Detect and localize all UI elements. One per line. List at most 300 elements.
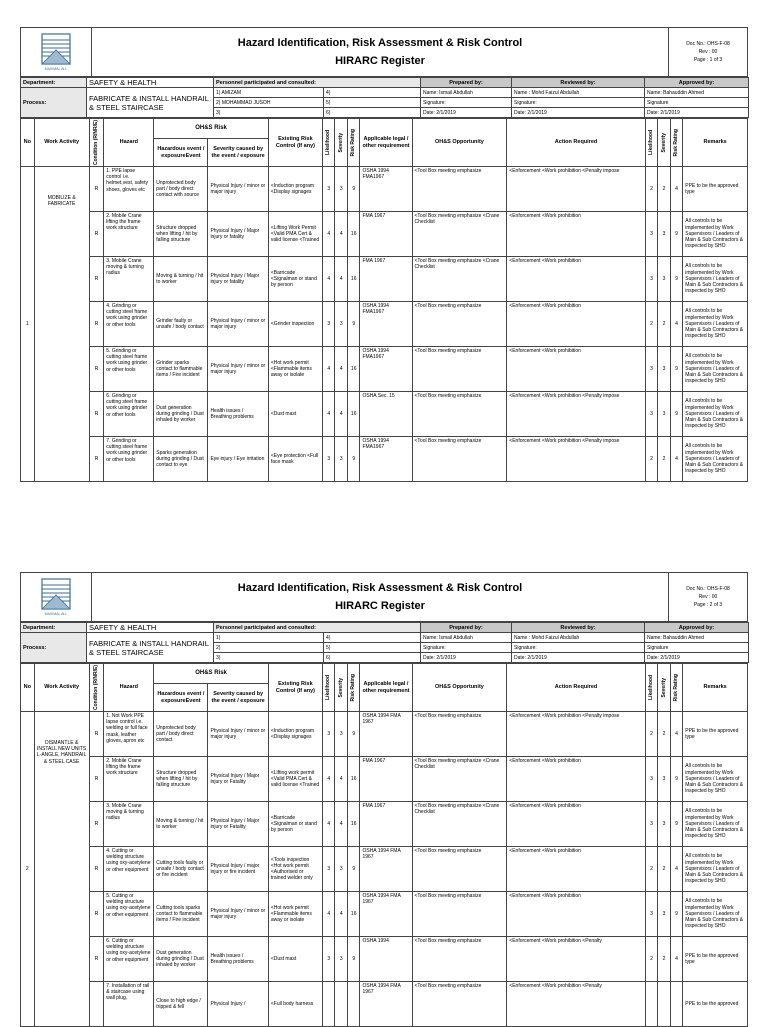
reviewed-name: Name : Mohd Faizul Abdullah	[512, 88, 645, 98]
hazardous-event: Close to high edge / tripped & fell	[154, 982, 208, 1027]
action-required: <Enforcement <Work prohibition <Penalty	[507, 982, 646, 1027]
existing-control: <Hot work permit <Flammable items away or isolate	[268, 347, 322, 392]
risk-row	[21, 392, 748, 437]
document-info	[669, 573, 748, 622]
risk-row	[21, 437, 748, 482]
doc-number: Doc No.: OHS-F-08	[686, 41, 730, 47]
severity-caused: Physical Injury / minor or major injury	[208, 712, 268, 757]
risk-rating: 9	[347, 302, 359, 347]
legal-requirement: OSHA 1994 FMA1967	[360, 167, 412, 212]
hazard: 7. Grinding or cutting steel frame work using grinder or other tools	[104, 437, 154, 482]
hazard: 5. Cutting or welding structure using oxy-acetylene or other equipment	[104, 892, 154, 937]
department-label: Department:	[21, 78, 87, 88]
hazard: 5. Grinding or cutting steel frame work using grinder or other tools	[104, 347, 154, 392]
likelihood: 4	[323, 257, 335, 302]
condition: R	[89, 392, 104, 437]
remarks: PPE to be the approved type	[683, 167, 748, 212]
risk-header-row	[21, 664, 748, 684]
personnel-header: Personnel participated and consulted:	[214, 623, 421, 633]
existing-control: <Tools inspection <Hot work permit <Authorised or trained welder only	[268, 847, 322, 892]
likelihood-residual: 3	[645, 892, 657, 937]
document-title: Hazard Identification, Risk Assessment & Risk Control	[237, 582, 523, 594]
hazardous-event: Dust generation during grinding / Dust inhaled by worker	[154, 937, 208, 982]
department-value: SAFETY & HEALTH	[87, 623, 214, 633]
severity-caused: Physical Injury / minor or major injury	[208, 302, 268, 347]
ohs-opportunity: <Tool Box meeting emphasize	[412, 167, 507, 212]
likelihood: 3	[323, 167, 335, 212]
existing-control: <Eye protection <Full face mask	[268, 437, 322, 482]
register-title: HIRARC Register	[335, 55, 425, 67]
remarks: PPE to be the approved	[683, 982, 748, 1027]
personnel-4: 4)	[324, 88, 421, 98]
likelihood: 4	[323, 757, 335, 802]
likelihood: 4	[323, 392, 335, 437]
remarks: All controls to be implemented by Work Supervisors / Leaders of Main & Sub Contractors & inspected by SHO	[683, 847, 748, 892]
hazardous-event: Dust generation during grinding / Dust inhaled by worker	[154, 392, 208, 437]
severity-residual: 3	[658, 802, 670, 847]
hazard: 4. Cutting or welding structure using oxy-acetylene or other equipment	[104, 847, 154, 892]
col-rating-2: Risk Rating	[670, 119, 682, 167]
hazardous-event: Cutting tools faulty or unsafe / body contact or fire incident	[154, 847, 208, 892]
remarks: All controls to be implemented by Work Supervisors / Leaders of Main & Sub Contractors & inspected by SHO	[683, 212, 748, 257]
legal-requirement: OSHA 1994 FMA 1967	[360, 892, 412, 937]
severity-caused: Physical Injury / major injury or fire incident	[208, 847, 268, 892]
risk-rating-residual: 9	[670, 892, 682, 937]
severity-caused: Physical Injury / Major injury or Fatality	[208, 757, 268, 802]
severity: 3	[335, 847, 347, 892]
col-activity: Work Activity	[34, 664, 89, 712]
existing-control: <Lifting work permit <Valid PMA Cert & valid license <Trained	[268, 757, 322, 802]
col-existing: Existing Risk Control (If any)	[268, 119, 322, 167]
severity: 3	[335, 712, 347, 757]
col-rating-2: Risk Rating	[670, 664, 682, 712]
ohs-opportunity: <Tool Box meeting emphasize	[412, 982, 507, 1027]
risk-row	[21, 757, 748, 802]
sheet-header	[20, 27, 748, 77]
remarks: All controls to be implemented by Work Supervisors / Leaders of Main & Sub Contractors & inspected by SHO	[683, 437, 748, 482]
process-value: FABRICATE & INSTALL HANDRAIL & STEEL STAIRCASE	[87, 633, 214, 663]
prepared-signature: Signature:	[421, 98, 512, 108]
risk-rating	[347, 982, 359, 1027]
hazard: 6. Cutting or welding structure using oxy-acetylene or other equipment	[104, 937, 154, 982]
ohs-opportunity: <Tool Box meeting emphasize	[412, 392, 507, 437]
ohs-opportunity: <Tool Box meeting emphasize	[412, 892, 507, 937]
document-title: Hazard Identification, Risk Assessment & Risk Control	[237, 37, 523, 49]
risk-rating-residual: 4	[670, 847, 682, 892]
reviewed-header: Reviewed by:	[512, 78, 645, 88]
ohs-opportunity: <Tool Box meeting emphasize	[412, 437, 507, 482]
hazardous-event: Moving & turning / hit to worker	[154, 802, 208, 847]
legal-requirement: OSHA Sec. 15	[360, 392, 412, 437]
severity-residual: 3	[658, 257, 670, 302]
col-existing: Existing Risk Control (If any)	[268, 664, 322, 712]
condition: R	[89, 802, 104, 847]
likelihood-residual: 3	[645, 347, 657, 392]
register-title: HIRARC Register	[335, 600, 425, 612]
sheet-title	[92, 28, 669, 77]
remarks: All controls to be implemented by Work Supervisors / Leaders of Main & Sub Contractors & inspected by SHO	[683, 802, 748, 847]
action-required: <Enforcement <Work prohibition	[507, 302, 646, 347]
action-required: <Enforcement <Work prohibition <Penalty impose	[507, 712, 646, 757]
company-logo	[21, 28, 92, 77]
legal-requirement: OSHA 1994 FMA 1967	[360, 847, 412, 892]
severity-residual: 2	[658, 167, 670, 212]
col-severity: Severity	[335, 664, 347, 712]
likelihood: 4	[323, 212, 335, 257]
col-legal: Applicable legal / other requirement	[360, 664, 412, 712]
severity: 3	[335, 437, 347, 482]
severity-caused: Physical Injury / Major injury or fatality	[208, 257, 268, 302]
likelihood-residual: 3	[645, 212, 657, 257]
existing-control: <Barricade <Signalman or stand by person	[268, 257, 322, 302]
severity-residual: 3	[658, 892, 670, 937]
activity-number: 1	[21, 167, 35, 482]
severity-caused: Physical Injury / minor or major injury	[208, 892, 268, 937]
personnel-1: 1)	[214, 633, 324, 643]
col-severity: Severity	[335, 119, 347, 167]
col-opportunity: OH&S Opportunity	[412, 119, 507, 167]
likelihood-residual: 2	[645, 937, 657, 982]
remarks: All controls to be implemented by Work Supervisors / Leaders of Main & Sub Contractors & inspected by SHO	[683, 302, 748, 347]
likelihood: 3	[323, 437, 335, 482]
action-required: <Enforcement <Work prohibition	[507, 257, 646, 302]
prepared-name: Name: Ismail Abdullah	[421, 88, 512, 98]
personnel-1: 1) AMIZAM	[214, 88, 324, 98]
process-label: Process:	[21, 633, 87, 663]
svg-text:MAXIMAL ALL: MAXIMAL ALL	[44, 612, 68, 616]
hirarc-sheet-page-2	[20, 572, 748, 1027]
severity-residual: 2	[658, 712, 670, 757]
existing-control: <Induction program <Display signages	[268, 712, 322, 757]
existing-control: <Lifting Work Permit <Valid PMA Cert & valid license <Trained	[268, 212, 322, 257]
reviewed-header: Reviewed by:	[512, 623, 645, 633]
approved-signature: Signature	[645, 98, 749, 108]
col-rating: Risk Rating	[347, 664, 359, 712]
risk-row	[21, 712, 748, 757]
col-remarks: Remarks	[683, 664, 748, 712]
existing-control: <Full body harness	[268, 982, 322, 1027]
severity-caused: Eye injury / Eye irritation	[208, 437, 268, 482]
ohs-opportunity: <Tool Box meeting emphasize	[412, 847, 507, 892]
personnel-3: 3)	[214, 653, 324, 663]
likelihood: 4	[323, 802, 335, 847]
risk-rating-residual: 4	[670, 937, 682, 982]
action-required: <Enforcement <Work prohibition	[507, 892, 646, 937]
action-required: <Enforcement <Work prohibition <Penalty	[507, 937, 646, 982]
col-likelihood-2: Likelihood	[645, 119, 657, 167]
legal-requirement: FMA 1967	[360, 257, 412, 302]
prepared-name: Name: Ismail Abdullah	[421, 633, 512, 643]
risk-rating-residual: 9	[670, 392, 682, 437]
reviewed-name: Name : Mohd Faizul Abdullah	[512, 633, 645, 643]
risk-rating-residual: 9	[670, 347, 682, 392]
sheet-title	[92, 573, 669, 622]
department-value: SAFETY & HEALTH	[87, 78, 214, 88]
risk-rating: 16	[347, 802, 359, 847]
severity-caused: Physical Injury / Major injury or Fatality	[208, 802, 268, 847]
existing-control: <Induction program <Display signages	[268, 167, 322, 212]
severity-caused: Physical Injury /	[208, 982, 268, 1027]
action-required: <Enforcement <Work prohibition <Penalty impose	[507, 392, 646, 437]
hazardous-event: Cutting tools sparks contact to flammable items / Fire incident	[154, 892, 208, 937]
risk-row	[21, 847, 748, 892]
remarks: PPE to be the approved type	[683, 712, 748, 757]
col-severity-caused: Severity caused by the event / exposure	[208, 139, 268, 167]
ohs-opportunity: <Tool Box meeting emphasize <Crane Checklist	[412, 802, 507, 847]
risk-rating: 16	[347, 257, 359, 302]
existing-control: <Hot work permit <Flammable items away or isolate	[268, 892, 322, 937]
severity-residual: 2	[658, 847, 670, 892]
risk-rating-residual: 9	[670, 257, 682, 302]
severity: 4	[335, 347, 347, 392]
existing-control: <Dust mast	[268, 937, 322, 982]
personnel-header: Personnel participated and consulted:	[214, 78, 421, 88]
company-logo-icon	[34, 32, 78, 72]
likelihood-residual: 2	[645, 712, 657, 757]
approved-name: Name: Bahauddin Ahmed	[645, 633, 749, 643]
svg-text:MAXIMAL ALL: MAXIMAL ALL	[44, 67, 68, 71]
risk-rating: 16	[347, 757, 359, 802]
legal-requirement: FMA 1967	[360, 802, 412, 847]
page-number: Page : 2 of 3	[693, 602, 723, 608]
existing-control: <Dust mast	[268, 392, 322, 437]
work-activity: MOBILIZE & FABRICATE	[34, 167, 89, 482]
ohs-opportunity: <Tool Box meeting emphasize	[412, 302, 507, 347]
personnel-6: 6)	[324, 653, 421, 663]
activity-number: 2	[21, 712, 35, 1027]
process-value: FABRICATE & INSTALL HANDRAIL & STEEL STAIRCASE	[87, 88, 214, 118]
existing-control: <Barricade <Signalman or stand by person	[268, 802, 322, 847]
col-opportunity: OH&S Opportunity	[412, 664, 507, 712]
page-number: Page : 1 of 3	[693, 57, 723, 63]
likelihood-residual: 2	[645, 302, 657, 347]
col-ohs-risk: OH&S Risk	[154, 119, 269, 139]
risk-rating-residual: 9	[670, 757, 682, 802]
personnel-2: 2)	[214, 643, 324, 653]
risk-rating: 9	[347, 847, 359, 892]
action-required: <Enforcement <Work prohibition	[507, 212, 646, 257]
likelihood-residual: 3	[645, 392, 657, 437]
col-activity: Work Activity	[34, 119, 89, 167]
hazardous-event: Unprotected body part / body direct contact	[154, 712, 208, 757]
risk-rating: 16	[347, 212, 359, 257]
remarks: PPE to be the approved type	[683, 937, 748, 982]
likelihood-residual: 3	[645, 257, 657, 302]
legal-requirement: FMA 1967	[360, 212, 412, 257]
hazardous-event: Sparks generation during grinding / Dust contact to eye	[154, 437, 208, 482]
risk-rating: 9	[347, 712, 359, 757]
doc-number: Doc No.: OHS-F-08	[686, 586, 730, 592]
severity-residual: 2	[658, 302, 670, 347]
severity: 3	[335, 167, 347, 212]
hazardous-event: Grinder sparks contact to flammable items / Fire incident	[154, 347, 208, 392]
severity: 3	[335, 302, 347, 347]
severity-caused: Health issues / Breathing problems	[208, 392, 268, 437]
risk-row	[21, 212, 748, 257]
document-info	[669, 28, 748, 77]
severity-residual	[658, 982, 670, 1027]
risk-row	[21, 892, 748, 937]
severity-residual: 3	[658, 347, 670, 392]
personnel-5: 5)	[324, 98, 421, 108]
hazardous-event: Unprotected body part / body direct contact with source	[154, 167, 208, 212]
risk-header-row	[21, 119, 748, 139]
ohs-opportunity: <Tool Box meeting emphasize <Crane Checklist	[412, 257, 507, 302]
prepared-header: Prepared by:	[421, 78, 512, 88]
personnel-4: 4)	[324, 633, 421, 643]
likelihood-residual: 2	[645, 437, 657, 482]
legal-requirement: OSHA 1994 FMA1967	[360, 437, 412, 482]
likelihood-residual: 2	[645, 847, 657, 892]
severity-residual: 2	[658, 937, 670, 982]
risk-table	[20, 118, 748, 482]
severity: 4	[335, 212, 347, 257]
hazard: 3. Mobile Crane moving & turning radius	[104, 802, 154, 847]
personnel-2: 2) MOHAMMAD JUSOH	[214, 98, 324, 108]
ohs-opportunity: <Tool Box meeting emphasize	[412, 937, 507, 982]
col-no: No	[21, 119, 35, 167]
col-likelihood: Likelihood	[323, 119, 335, 167]
remarks: All controls to be implemented by Work Supervisors / Leaders of Main & Sub Contractors & inspected by SHO	[683, 392, 748, 437]
col-remarks: Remarks	[683, 119, 748, 167]
action-required: <Enforcement <Work prohibition	[507, 347, 646, 392]
legal-requirement: OSHA 1994 FMA1967	[360, 347, 412, 392]
col-condition: Condition (R/NR/E)	[89, 119, 104, 167]
revision: Rev : 00	[698, 49, 718, 55]
existing-control: <Grinder inspection	[268, 302, 322, 347]
risk-rating-residual: 4	[670, 302, 682, 347]
likelihood: 4	[323, 892, 335, 937]
severity-caused: Physical Injury / minor or major injury	[208, 167, 268, 212]
col-likelihood: Likelihood	[323, 664, 335, 712]
risk-rating-residual: 4	[670, 712, 682, 757]
severity-caused: Physical Injury / minor or major injury	[208, 347, 268, 392]
risk-rating: 16	[347, 892, 359, 937]
company-logo-icon	[34, 577, 78, 617]
risk-row	[21, 937, 748, 982]
col-action: Action Required	[507, 119, 646, 167]
col-rating: Risk Rating	[347, 119, 359, 167]
company-logo	[21, 573, 92, 622]
col-severity-2: Severity	[658, 664, 670, 712]
approved-signature: Signature	[645, 643, 749, 653]
legal-requirement: OSHA 1994	[360, 937, 412, 982]
severity: 4	[335, 757, 347, 802]
severity: 4	[335, 892, 347, 937]
risk-rating: 16	[347, 347, 359, 392]
severity-caused: Physical Injury / Major injury or fatality	[208, 212, 268, 257]
action-required: <Enforcement <Work prohibition <Penalty impose	[507, 167, 646, 212]
risk-row	[21, 257, 748, 302]
hazard: 7. Installation of rail & staircase using wall plug,	[104, 982, 154, 1027]
hazard: 2. Mobile Crane lifting the frame work structure	[104, 757, 154, 802]
hazard: 6. Grinding or cutting steel frame work using grinder or other tools	[104, 392, 154, 437]
risk-row	[21, 982, 748, 1027]
risk-row	[21, 347, 748, 392]
risk-rating: 16	[347, 392, 359, 437]
likelihood-residual: 2	[645, 167, 657, 212]
risk-row	[21, 302, 748, 347]
approved-header: Approved by:	[645, 623, 749, 633]
condition: R	[89, 302, 104, 347]
risk-rating: 9	[347, 167, 359, 212]
hazard: 2. Mobile Crane lifting the frame work structure	[104, 212, 154, 257]
severity-residual: 3	[658, 392, 670, 437]
remarks: All controls to be implemented by Work Supervisors / Leaders of Main & Sub Contractors & inspected by SHO	[683, 757, 748, 802]
likelihood: 3	[323, 937, 335, 982]
legal-requirement: OSHA 1994 FMA1967	[360, 302, 412, 347]
condition: R	[89, 757, 104, 802]
col-severity-caused: Severity caused by the event / exposure	[208, 684, 268, 712]
likelihood-residual	[645, 982, 657, 1027]
col-legal: Applicable legal / other requirement	[360, 119, 412, 167]
hazardous-event: Moving & turning / hit to worker	[154, 257, 208, 302]
col-hazardous-event: Hazardous event / exposureEvent	[154, 139, 208, 167]
prepared-date: Date: 2/1/2019	[421, 653, 512, 663]
severity-residual: 2	[658, 437, 670, 482]
condition: R	[89, 437, 104, 482]
prepared-header: Prepared by:	[421, 623, 512, 633]
approved-date: Date: 2/1/2019	[645, 108, 749, 118]
condition: R	[89, 212, 104, 257]
action-required: <Enforcement <Work prohibition	[507, 847, 646, 892]
severity-residual: 3	[658, 212, 670, 257]
work-activity: DISMANTLE & INSTALL NEW UNITS L-ANGLE, HANDRAIL & STEEL CASE	[34, 712, 89, 1027]
severity	[335, 982, 347, 1027]
legal-requirement: OSHA 1994 FMA 1967	[360, 982, 412, 1027]
action-required: <Enforcement <Work prohibition	[507, 757, 646, 802]
action-required: <Enforcement <Work prohibition <Penalty impose	[507, 437, 646, 482]
risk-rating-residual: 4	[670, 167, 682, 212]
col-hazard: Hazard	[104, 119, 154, 167]
condition: R	[89, 712, 104, 757]
reviewed-date: Date: 2/1/2019	[512, 108, 645, 118]
prepared-signature: Signature:	[421, 643, 512, 653]
condition: R	[89, 347, 104, 392]
condition: R	[89, 847, 104, 892]
risk-row	[21, 802, 748, 847]
col-action: Action Required	[507, 664, 646, 712]
likelihood: 4	[323, 347, 335, 392]
risk-row	[21, 167, 748, 212]
col-hazard: Hazard	[104, 664, 154, 712]
legal-requirement: OSHA 1994 FMA 1967	[360, 712, 412, 757]
approved-header: Approved by:	[645, 78, 749, 88]
severity: 4	[335, 392, 347, 437]
condition: R	[89, 167, 104, 212]
hazardous-event: Grinder faulty or unsafe / body contact	[154, 302, 208, 347]
hazard: 1. Not Work PPE lapse control i.e. welding or full face mask, leather gloves, apron etc	[104, 712, 154, 757]
risk-rating-residual	[670, 982, 682, 1027]
approved-date: Date: 2/1/2019	[645, 653, 749, 663]
risk-rating-residual: 9	[670, 802, 682, 847]
ohs-opportunity: <Tool Box meeting emphasize	[412, 347, 507, 392]
severity: 4	[335, 802, 347, 847]
hazard: 3. Mobile Crane moving & turning radius	[104, 257, 154, 302]
condition: R	[89, 892, 104, 937]
hirarc-sheet-page-1	[20, 27, 748, 482]
likelihood: 3	[323, 302, 335, 347]
col-hazardous-event: Hazardous event / exposureEvent	[154, 684, 208, 712]
approved-name: Name: Bahauddin Ahmed	[645, 88, 749, 98]
condition: R	[89, 257, 104, 302]
remarks: All controls to be implemented by Work Supervisors / Leaders of Main & Sub Contractors & inspected by SHO	[683, 257, 748, 302]
reviewed-signature: Signature:	[512, 643, 645, 653]
severity-caused: Health issues / Breathing problems	[208, 937, 268, 982]
likelihood: 3	[323, 847, 335, 892]
col-no: No	[21, 664, 35, 712]
remarks: All controls to be implemented by Work Supervisors / Leaders of Main & Sub Contractors & inspected by SHO	[683, 892, 748, 937]
